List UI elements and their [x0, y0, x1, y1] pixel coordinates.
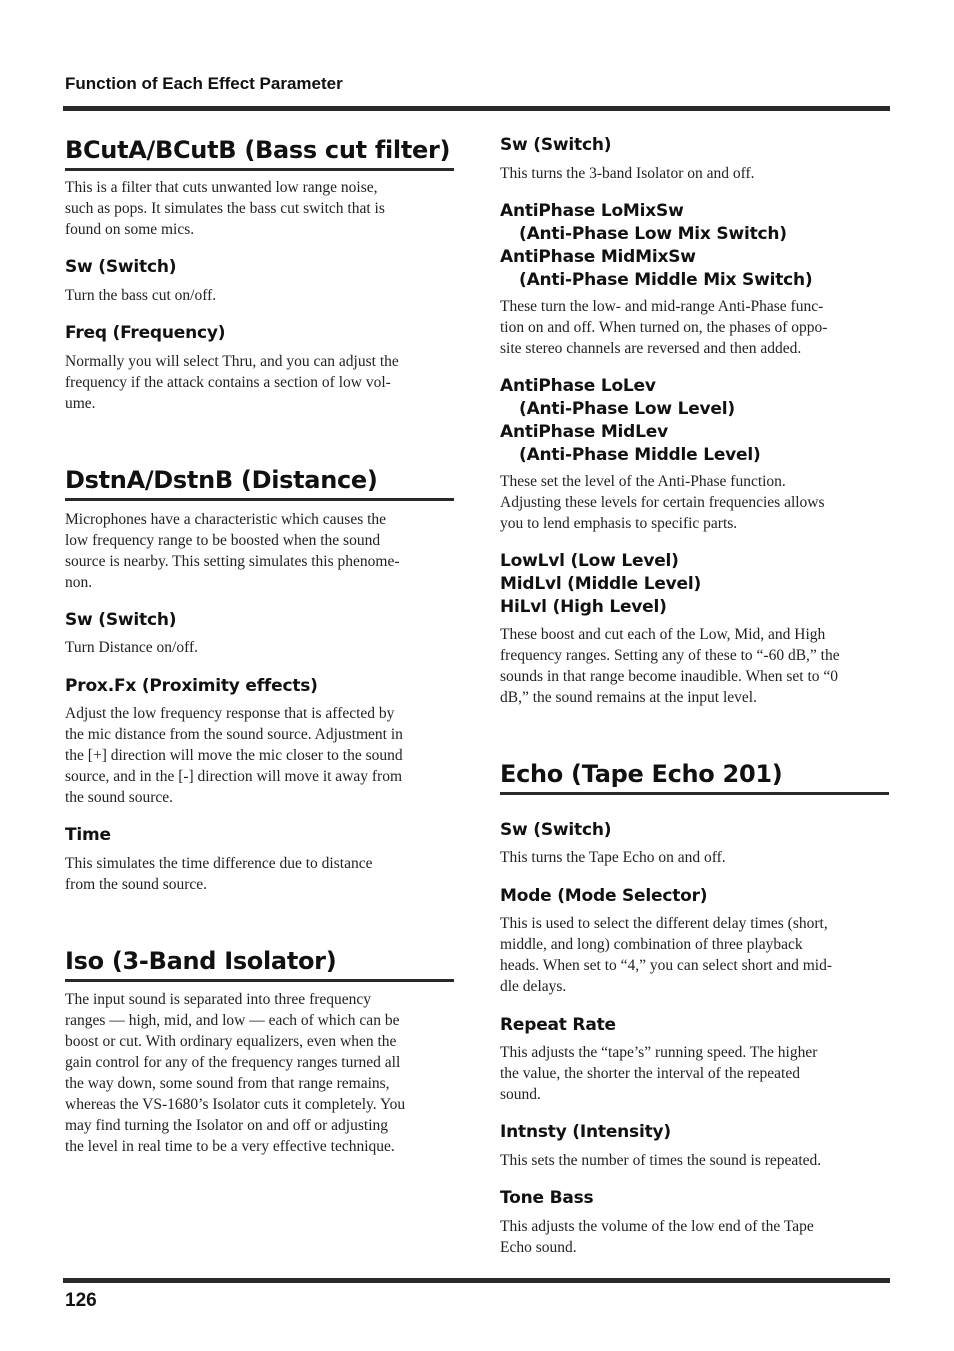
text-line: Turn Distance on/off. — [65, 639, 199, 656]
text-line: The input sound is separated into three frequency — [65, 991, 372, 1008]
text-line: These set the level of the Anti-Phase function. — [500, 473, 786, 490]
subsection-title: MidLvl (Middle Level) — [500, 574, 702, 594]
dstn-sw-heading — [65, 609, 454, 632]
subsection-title: Sw (Switch) — [65, 610, 177, 630]
text-line: such as pops. It simulates the bass cut switch that is — [65, 200, 385, 217]
subsection-title: AntiPhase MidLev — [500, 422, 668, 442]
subsection-title: (Anti-Phase Middle Level) — [519, 445, 761, 465]
running-header: Function of Each Effect Parameter — [65, 74, 343, 93]
text-line: Normally you will select Thru, and you can adjust the — [65, 353, 399, 370]
subsection-title: AntiPhase LoLev — [500, 376, 656, 396]
subsection-title: Time — [65, 825, 111, 845]
text-line: Microphones have a characteristic which causes the — [65, 511, 387, 528]
section-title: DstnA/DstnB (Distance) — [65, 464, 454, 501]
subsection-title: Sw (Switch) — [65, 257, 177, 277]
bcut-intro — [65, 177, 454, 240]
text-line: from the sound source. — [65, 876, 208, 893]
footer-rule — [63, 1278, 890, 1283]
text-line: the mic distance from the sound source. Adjustment in — [65, 726, 403, 743]
levels-body — [500, 624, 889, 708]
dstn-time-heading — [65, 824, 454, 847]
text-line: frequency if the attack contains a section of low vol- — [65, 374, 391, 391]
text-line: Adjust the low frequency response that is affected by — [65, 705, 395, 722]
page-number: 126 — [65, 1290, 97, 1311]
text-line: This adjusts the volume of the low end of the Tape — [500, 1218, 814, 1235]
section-title: BCutA/BCutB (Bass cut filter) — [65, 134, 454, 171]
dstn-time-body — [65, 853, 454, 895]
antiphase-lev-body — [500, 471, 889, 534]
subsection-title: Sw (Switch) — [500, 135, 612, 155]
text-line: This adjusts the “tape’s” running speed. The higher — [500, 1044, 818, 1061]
text-line: source is nearby. This setting simulates this phenome- — [65, 553, 400, 570]
echo-bass-heading — [500, 1187, 889, 1210]
text-line: This turns the 3-band Isolator on and off. — [500, 165, 755, 182]
text-line: source, and in the [-] direction will move it away from — [65, 768, 403, 785]
text-line: This simulates the time difference due to distance — [65, 855, 373, 872]
header-rule — [63, 106, 890, 111]
subsection-title: (Anti-Phase Low Mix Switch) — [519, 224, 787, 244]
text-line: the level in real time to be a very effective technique. — [65, 1138, 395, 1155]
text-line: sounds in that range become inaudible. When set to “0 — [500, 668, 839, 685]
text-line: dle delays. — [500, 978, 567, 995]
text-line: Turn the bass cut on/off. — [65, 287, 217, 304]
bcut-section-title-block — [65, 134, 454, 171]
dstn-intro — [65, 509, 454, 593]
text-line: gain control for any of the frequency ranges turned all — [65, 1054, 401, 1071]
subsection-title: AntiPhase LoMixSw — [500, 201, 684, 221]
antiphase-mix-heading — [500, 200, 889, 292]
text-line: may find turning the Isolator on and off or adjusting — [65, 1117, 389, 1134]
iso-sw-heading — [500, 134, 889, 157]
text-line: sound. — [500, 1086, 541, 1103]
subsection-title: (Anti-Phase Middle Mix Switch) — [519, 270, 813, 290]
bcut-freq-heading — [65, 322, 454, 345]
text-line: frequency ranges. Setting any of these to “-60 dB,” the — [500, 647, 840, 664]
text-line: This is a filter that cuts unwanted low range noise, — [65, 179, 378, 196]
text-line: the value, the shorter the interval of the repeated — [500, 1065, 800, 1082]
echo-mode-body — [500, 913, 889, 997]
text-line: non. — [65, 574, 93, 591]
text-line: This turns the Tape Echo on and off. — [500, 849, 726, 866]
paragraph — [65, 177, 454, 240]
subsection-title: Mode (Mode Selector) — [500, 886, 708, 906]
text-line: whereas the VS-1680’s Isolator cuts it completely. You — [65, 1096, 406, 1113]
echo-section-title-block — [500, 758, 889, 795]
text-line: Echo sound. — [500, 1239, 577, 1256]
bcut-sw-heading — [65, 256, 454, 279]
dstn-prox-body — [65, 703, 454, 808]
text-line: These turn the low- and mid-range Anti-Phase func- — [500, 298, 824, 315]
subsection-title: Sw (Switch) — [500, 820, 612, 840]
subsection-title: Intnsty (Intensity) — [500, 1122, 671, 1142]
dstn-prox-heading — [65, 675, 454, 698]
echo-rate-body — [500, 1042, 889, 1105]
text-line: the way down, some sound from that range remains, — [65, 1075, 390, 1092]
echo-sw-heading — [500, 819, 889, 842]
subsection-title: AntiPhase MidMixSw — [500, 247, 696, 267]
iso-sw-body — [500, 163, 889, 184]
echo-rate-heading — [500, 1014, 889, 1037]
iso-intro — [65, 989, 454, 1157]
text-line: These boost and cut each of the Low, Mid, and High — [500, 626, 826, 643]
text-line: Adjusting these levels for certain frequencies allows — [500, 494, 825, 511]
text-line: middle, and long) combination of three playback — [500, 936, 803, 953]
text-line: low frequency range to be boosted when the sound — [65, 532, 381, 549]
text-line: you to lend emphasis to specific parts. — [500, 515, 738, 532]
section-title: Iso (3-Band Isolator) — [65, 945, 454, 982]
subsection-title: Prox.Fx (Proximity effects) — [65, 676, 318, 696]
echo-intensity-heading — [500, 1121, 889, 1144]
text-line: ume. — [65, 395, 96, 412]
levels-heading — [500, 550, 889, 619]
subsection-title: Repeat Rate — [500, 1015, 616, 1035]
subsection-title: HiLvl (High Level) — [500, 597, 667, 617]
text-line: site stereo channels are reversed and then added. — [500, 340, 802, 357]
echo-bass-body — [500, 1216, 889, 1258]
iso-section-title-block — [65, 945, 454, 982]
antiphase-mix-body — [500, 296, 889, 359]
dstn-sw-body — [65, 637, 454, 658]
text-line: the sound source. — [65, 789, 174, 806]
subsection-title: Tone Bass — [500, 1188, 594, 1208]
subsection-title: (Anti-Phase Low Level) — [519, 399, 735, 419]
echo-intensity-body — [500, 1150, 889, 1171]
antiphase-lev-heading — [500, 375, 889, 467]
text-line: tion on and off. When turned on, the phases of oppo- — [500, 319, 828, 336]
echo-sw-body — [500, 847, 889, 868]
bcut-sw-body — [65, 285, 454, 306]
text-line: dB,” the sound remains at the input level. — [500, 689, 757, 706]
text-line: This is used to select the different delay times (short, — [500, 915, 828, 932]
subsection-title: LowLvl (Low Level) — [500, 551, 679, 571]
echo-mode-heading — [500, 885, 889, 908]
text-line: ranges — high, mid, and low — each of which can be — [65, 1012, 400, 1029]
text-line: heads. When set to “4,” you can select short and mid- — [500, 957, 833, 974]
dstn-section-title-block — [65, 464, 454, 501]
section-title: Echo (Tape Echo 201) — [500, 758, 889, 795]
subsection-title: Freq (Frequency) — [65, 323, 226, 343]
text-line: boost or cut. With ordinary equalizers, even when the — [65, 1033, 397, 1050]
text-line: the [+] direction will move the mic closer to the sound — [65, 747, 403, 764]
text-line: found on some mics. — [65, 221, 195, 238]
text-line: This sets the number of times the sound is repeated. — [500, 1152, 822, 1169]
bcut-freq-body — [65, 351, 454, 414]
